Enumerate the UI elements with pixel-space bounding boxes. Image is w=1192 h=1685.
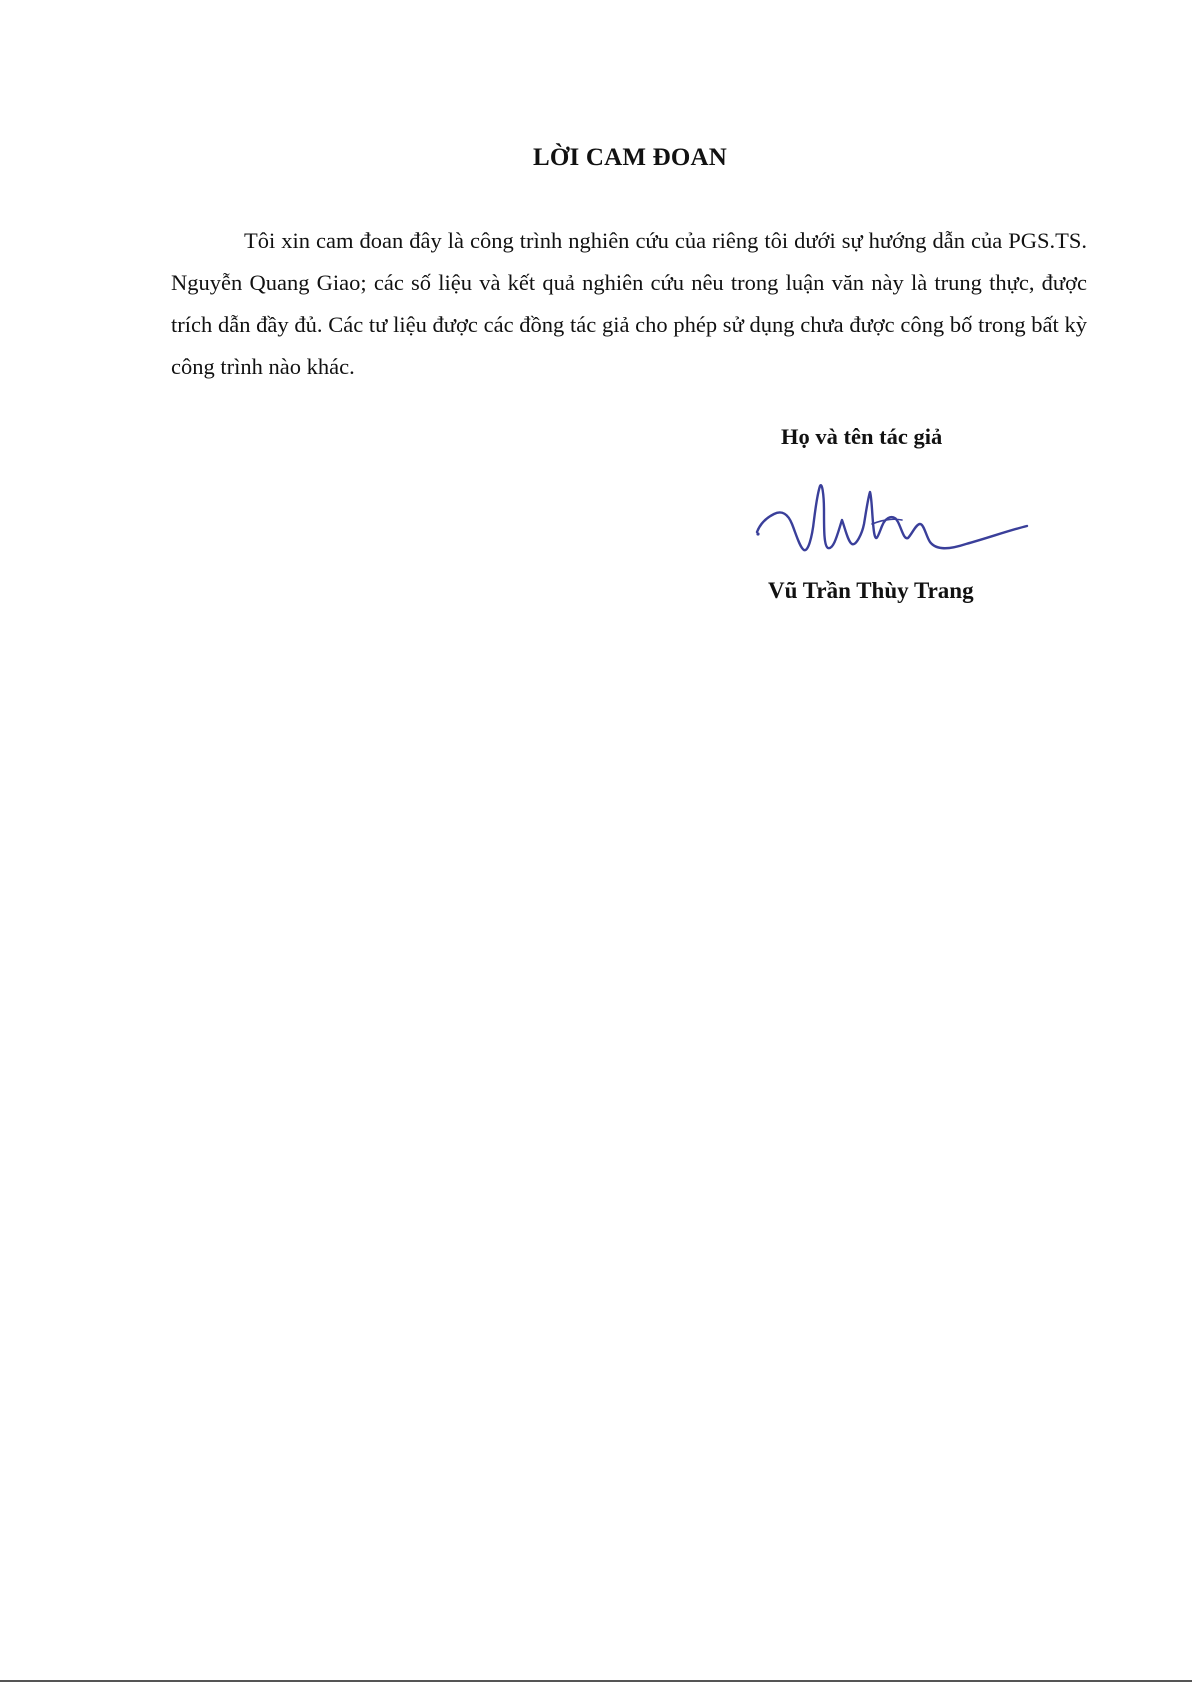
page-title: LỜI CAM ĐOAN: [532, 144, 728, 171]
author-label: Họ và tên tác giả: [781, 424, 943, 449]
page-bottom-edge: [0, 1680, 1192, 1682]
declaration-paragraph: Tôi xin cam đoan đây là công trình nghiên cứu của riêng tôi dưới sự hướng dẫn của PGS.TS. Nguyễn Quang Giao; các số liệu và kết quả nghiên cứu nêu trong luận văn này là trung thực, được trích dẫn đầy đủ. Các tư liệu được các đồng tác giả cho phép sử dụng chưa được công bố trong bất kỳ công trình nào khác.: [171, 228, 1087, 379]
handwritten-signature: [752, 468, 1032, 568]
author-name: Vũ Trần Thùy Trang: [768, 578, 974, 603]
